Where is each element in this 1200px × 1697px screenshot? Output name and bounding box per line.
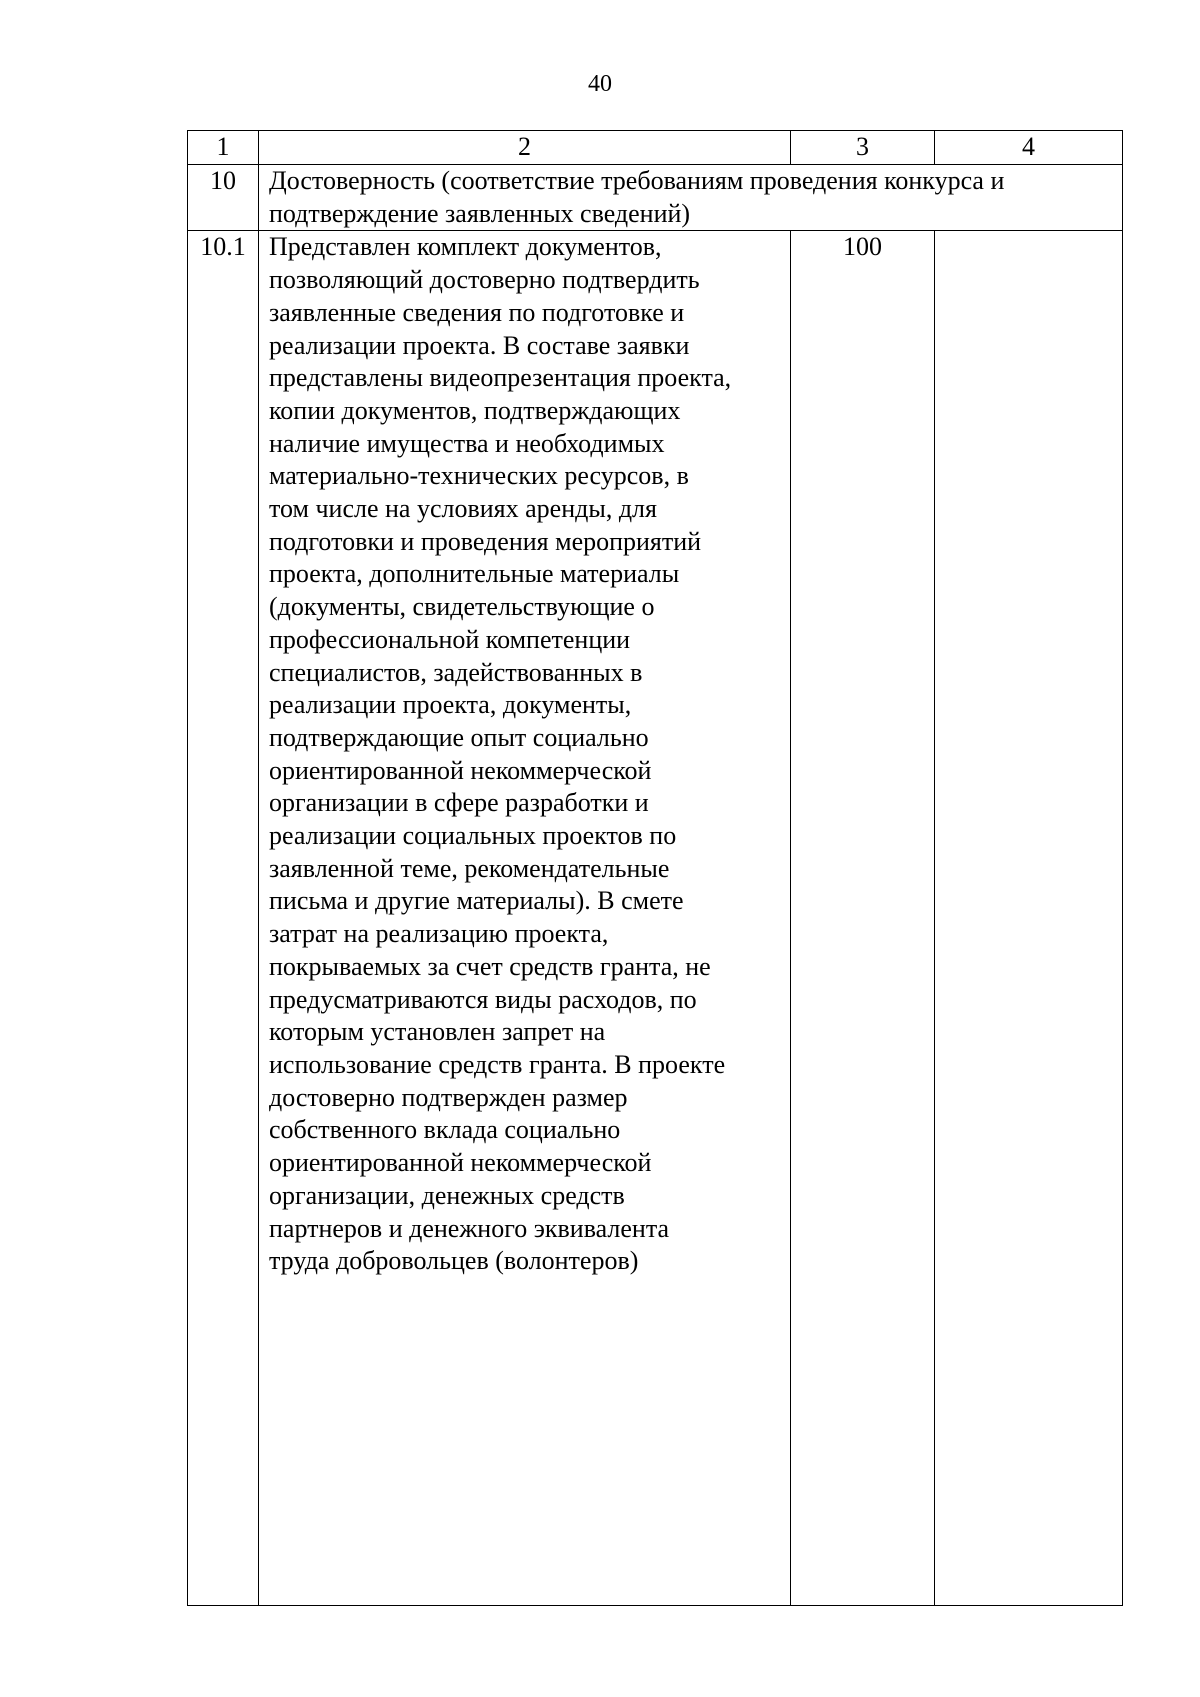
group-number: 10 [188, 165, 259, 231]
table-row-item [188, 231, 1123, 1606]
header-cell-1: 1 [188, 131, 259, 165]
criteria-table [187, 130, 1123, 1606]
table-header-row [188, 131, 1123, 165]
table-row-group [188, 165, 1123, 231]
item-description: Представлен комплект документов, позволяющий достоверно подтвердить заявленные сведения по подготовке и реализации проекта. В составе заявки представлены видеопрезентация проекта, копии документов, подтверждающих наличие имущества и необходимых материально-технических ресурсов, в том числе на условиях аренды, для подготовки и проведения мероприятий проекта, дополнительные материалы (документы, свидетельствующие о профессиональной компетенции специалистов, задействованных в реализации проекта, документы, подтверждающие опыт социально ориентированной некоммерческой организации в сфере разработки и реализации социальных проектов по заявленной теме, рекомендательные письма и другие материалы). В смете затрат на реализацию проекта, покрываемых за счет средств гранта, не предусматриваются виды расходов, по которым установлен запрет на использование средств гранта. В проекте достоверно подтвержден размер собственного вклада социально ориентированной некоммерческой организации, денежных средств партнеров и денежного эквивалента труда добровольцев (волонтеров) [259, 231, 791, 1606]
page-number: 40 [588, 71, 612, 97]
group-title: Достоверность (соответствие требованиям проведения конкурса и подтверждение заявленных сведений) [259, 165, 1123, 231]
item-col4 [935, 231, 1123, 1606]
header-cell-4: 4 [935, 131, 1123, 165]
item-value: 100 [791, 231, 935, 1606]
item-number: 10.1 [188, 231, 259, 1606]
header-cell-2: 2 [259, 131, 791, 165]
header-cell-3: 3 [791, 131, 935, 165]
